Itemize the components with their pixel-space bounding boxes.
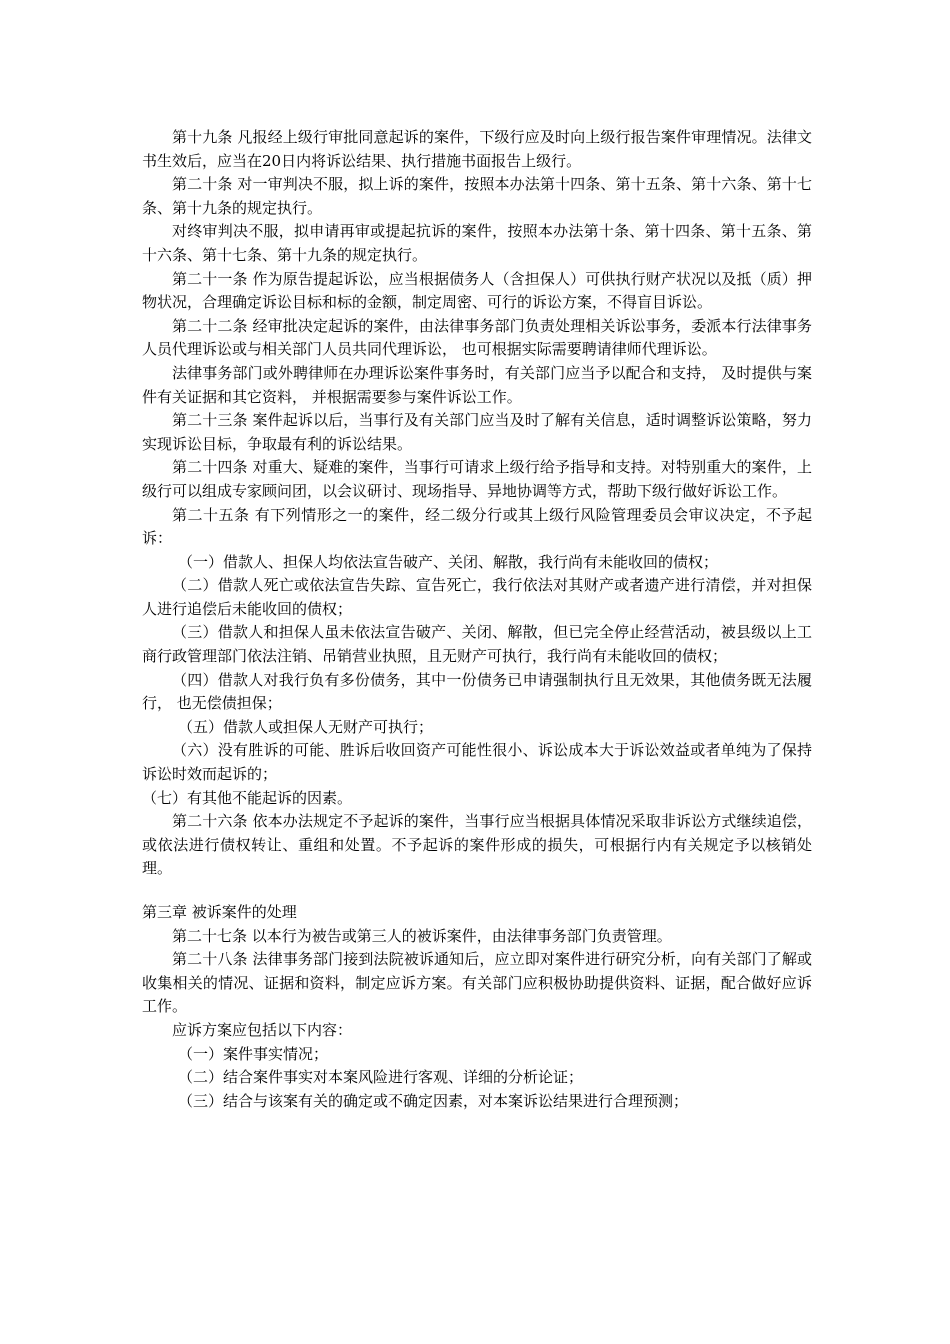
document-body xyxy=(142,126,812,1113)
article-28-item-2: （二）结合案件事实对本案风险进行客观、详细的分析论证； xyxy=(178,1068,584,1087)
article-25-item-6: （六）没有胜诉的可能、胜诉后收回资产可能性很小、诉讼成本大于诉讼效益或者单纯为了保持诉讼时效而起诉的； xyxy=(142,741,812,784)
article-19: 第十九条 凡报经上级行审批同意起诉的案件，下级行应及时向上级行报告案件审理情况。法律文书生效后，应当在20日内将诉讼结果、执行措施书面报告上级行。 xyxy=(142,128,812,170)
article-28-item-1: （一）案件事实情况； xyxy=(178,1044,329,1063)
article-28-item-3: （三）结合与该案有关的确定或不确定因素，对本案诉讼结果进行合理预测； xyxy=(178,1091,689,1110)
article-20: 第二十条 对一审判决不服，拟上诉的案件，按照本办法第十四条、第十五条、第十六条、第十七条、第十九条的规定执行。 xyxy=(142,175,812,217)
article-22-para-2: 法律事务部门或外聘律师在办理诉讼案件事务时，有关部门应当予以配合和支持， 及时提供与案件有关证据和其它资料， 并根据需要参与案件诉讼工作。 xyxy=(142,363,812,406)
article-21: 第二十一条 作为原告提起诉讼，应当根据债务人（含担保人）可供执行财产状况以及抵（质）押物状况，合理确定诉讼目标和标的金额，制定周密、可行的诉讼方案，不得盲目诉讼。 xyxy=(142,269,812,312)
article-24: 第二十四条 对重大、疑难的案件，当事行可请求上级行给予指导和支持。对特别重大的案件，上级行可以组成专家顾问团，以会议研讨、现场指导、异地协调等方式，帮助下级行做好诉讼工作。 xyxy=(142,458,812,500)
article-25-item-5: （五）借款人或担保人无财产可执行； xyxy=(178,717,434,736)
article-28-para-2: 应诉方案应包括以下内容： xyxy=(172,1020,353,1039)
article-25: 第二十五条 有下列情形之一的案件，经二级分行或其上级行风险管理委员会审议决定，不予起诉： xyxy=(142,505,812,548)
chapter-3-heading: 第三章 被诉案件的处理 xyxy=(142,903,297,921)
article-22: 第二十二条 经审批决定起诉的案件，由法律事务部门负责处理相关诉讼事务，委派本行法律事务人员代理诉讼或与相关部门人员共同代理诉讼， 也可根据实际需要聘请律师代理诉讼。 xyxy=(142,316,812,359)
article-26: 第二十六条 依本办法规定不予起诉的案件，当事行应当根据具体情况采取非诉讼方式继续追偿，或依法进行债权转让、重组和处置。不予起诉的案件形成的损失，可根据行内有关规定予以核销处理。 xyxy=(142,812,812,878)
article-23: 第二十三条 案件起诉以后，当事行及有关部门应当及时了解有关信息，适时调整诉讼策略，努力实现诉讼目标，争取最有利的诉讼结果。 xyxy=(142,411,812,453)
article-25-item-7: （七）有其他不能起诉的因素。 xyxy=(142,788,353,807)
article-25-item-2: （二）借款人死亡或依法宣告失踪、宣告死亡，我行依法对其财产或者遗产进行清偿，并对担保人进行追偿后未能收回的债权； xyxy=(142,576,812,618)
article-25-item-3: （三）借款人和担保人虽未依法宣告破产、关闭、解散，但已完全停止经营活动，被县级以上工商行政管理部门依法注销、吊销营业执照，且无财产可执行，我行尚有未能收回的债权； xyxy=(142,623,812,666)
article-25-item-4: （四）借款人对我行负有多份债务，其中一份债务已申请强制执行且无效果，其他债务既无法履行， 也无偿债担保； xyxy=(142,670,812,713)
article-27: 第二十七条 以本行为被告或第三人的被诉案件，由法律事务部门负责管理。 xyxy=(172,926,672,945)
article-25-item-1: （一）借款人、担保人均依法宣告破产、关闭、解散，我行尚有未能收回的债权； xyxy=(178,552,719,571)
article-28: 第二十八条 法律事务部门接到法院被诉通知后，应立即对案件进行研究分析，向有关部门了解或收集相关的情况、证据和资料，制定应诉方案。有关部门应积极协助提供资料、证据，配合做好应诉工作。 xyxy=(142,950,812,1016)
section-gap xyxy=(142,881,812,901)
article-20-para-2: 对终审判决不服，拟申请再审或提起抗诉的案件，按照本办法第十条、第十四条、第十五条、第十六条、第十七条、第十九条的规定执行。 xyxy=(142,222,812,264)
